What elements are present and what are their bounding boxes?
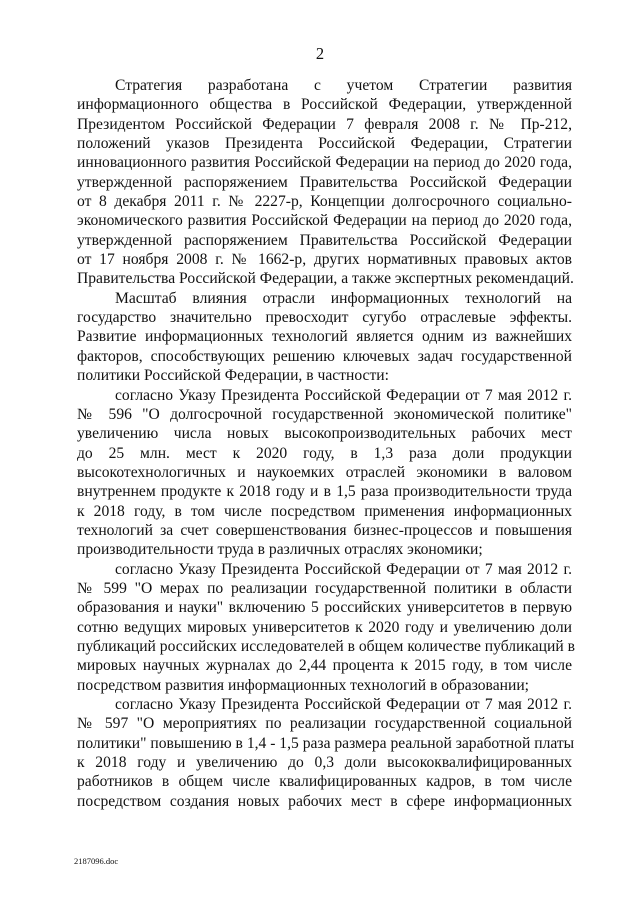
text-line: Стратегия разработана с учетом Стратегии развития	[115, 77, 572, 94]
text-line: высокотехнологичных и наукоемких отраслей экономики в валовом	[77, 463, 572, 481]
text-line: информационного общества в Российской Федерации, утвержденной	[77, 96, 572, 114]
text-line: Правительства Российской Федерации, а также экспертных рекомендаций.	[77, 270, 574, 288]
document-body	[77, 76, 575, 811]
text-line: от 8 декабря 2011 г. № 2227-р, Концепции долгосрочного социально-	[77, 193, 572, 211]
text-line: технологий за счет совершенствования бизнес-процессов и повышения	[77, 521, 572, 539]
text-line: производительности труда в различных отраслях экономики;	[77, 541, 483, 559]
text-line: утвержденной распоряжением Правительства Российской Федерации	[77, 173, 572, 191]
text-line: от 17 ноября 2008 г. № 1662-р, других нормативных правовых актов	[77, 251, 572, 269]
text-line: положений указов Президента Российской Федерации, Стратегии	[77, 135, 572, 153]
text-line: к 2018 году и увеличению до 0,3 доли высококвалифицированных	[77, 754, 572, 772]
text-line: факторов, способствующих решению ключевых задач государственной	[77, 347, 572, 365]
text-line: до 25 млн. мест к 2020 году, в 1,3 раза доли продукции	[77, 444, 572, 462]
text-line: № 597 "О мероприятиях по реализации государственной социальной	[77, 715, 572, 733]
text-line: политики Российской Федерации, в частности:	[77, 367, 389, 385]
text-line: Масштаб влияния отрасли информационных технологий на	[115, 289, 572, 307]
text-line: публикаций российских исследователей в общем количестве публикаций в	[77, 637, 575, 655]
text-line: Президентом Российской Федерации 7 февраля 2008 г. № Пр-212,	[77, 115, 572, 133]
text-line: образования и науки" включению 5 российских университетов в первую	[77, 599, 572, 617]
paragraph	[77, 560, 575, 695]
paragraph	[77, 695, 575, 811]
text-line: внутреннем продукте к 2018 году и в 1,5 раза производительности труда	[77, 483, 572, 501]
paragraph	[77, 289, 572, 386]
document-filename: 2187096.doc	[74, 856, 119, 866]
text-line: согласно Указу Президента Российской Федерации от 7 мая 2012 г.	[115, 386, 572, 404]
text-line: мировых научных журналах до 2,44 процента к 2015 году, в том числе	[77, 657, 572, 675]
text-line: № 596 "О долгосрочной государственной экономической политике"	[77, 405, 572, 423]
page-number: 2	[315, 44, 325, 63]
text-line: работников в общем числе квалифицированных кадров, в том числе	[77, 773, 572, 791]
text-line: инновационного развития Российской Федерации на период до 2020 года,	[77, 154, 572, 172]
text-line: сотню ведущих мировых университетов к 2020 году и увеличению доли	[77, 618, 572, 636]
text-line: экономического развития Российской Федерации на период до 2020 года,	[77, 212, 572, 230]
text-line: увеличению числа новых высокопроизводительных рабочих мест	[77, 425, 572, 443]
text-line: к 2018 году, в том числе посредством применения информационных	[77, 502, 572, 520]
text-line: политики" повышению в 1,4 - 1,5 раза размера реальной заработной платы	[77, 734, 575, 752]
text-line: утвержденной распоряжением Правительства Российской Федерации	[77, 231, 572, 249]
text-line: Развитие информационных технологий является одним из важнейших	[77, 328, 572, 346]
paragraph	[77, 76, 572, 289]
text-line: государство значительно превосходит сугубо отраслевые эффекты.	[77, 309, 572, 327]
text-line: № 599 "О мерах по реализации государственной политики в области	[77, 579, 572, 597]
text-line: посредством создания новых рабочих мест в сфере информационных	[77, 792, 572, 810]
text-line: согласно Указу Президента Российской Федерации от 7 мая 2012 г.	[115, 696, 572, 713]
text-line: согласно Указу Президента Российской Федерации от 7 мая 2012 г.	[115, 560, 572, 578]
text-line: посредством развития информационных технологий в образовании;	[77, 676, 530, 694]
paragraph	[77, 386, 572, 560]
